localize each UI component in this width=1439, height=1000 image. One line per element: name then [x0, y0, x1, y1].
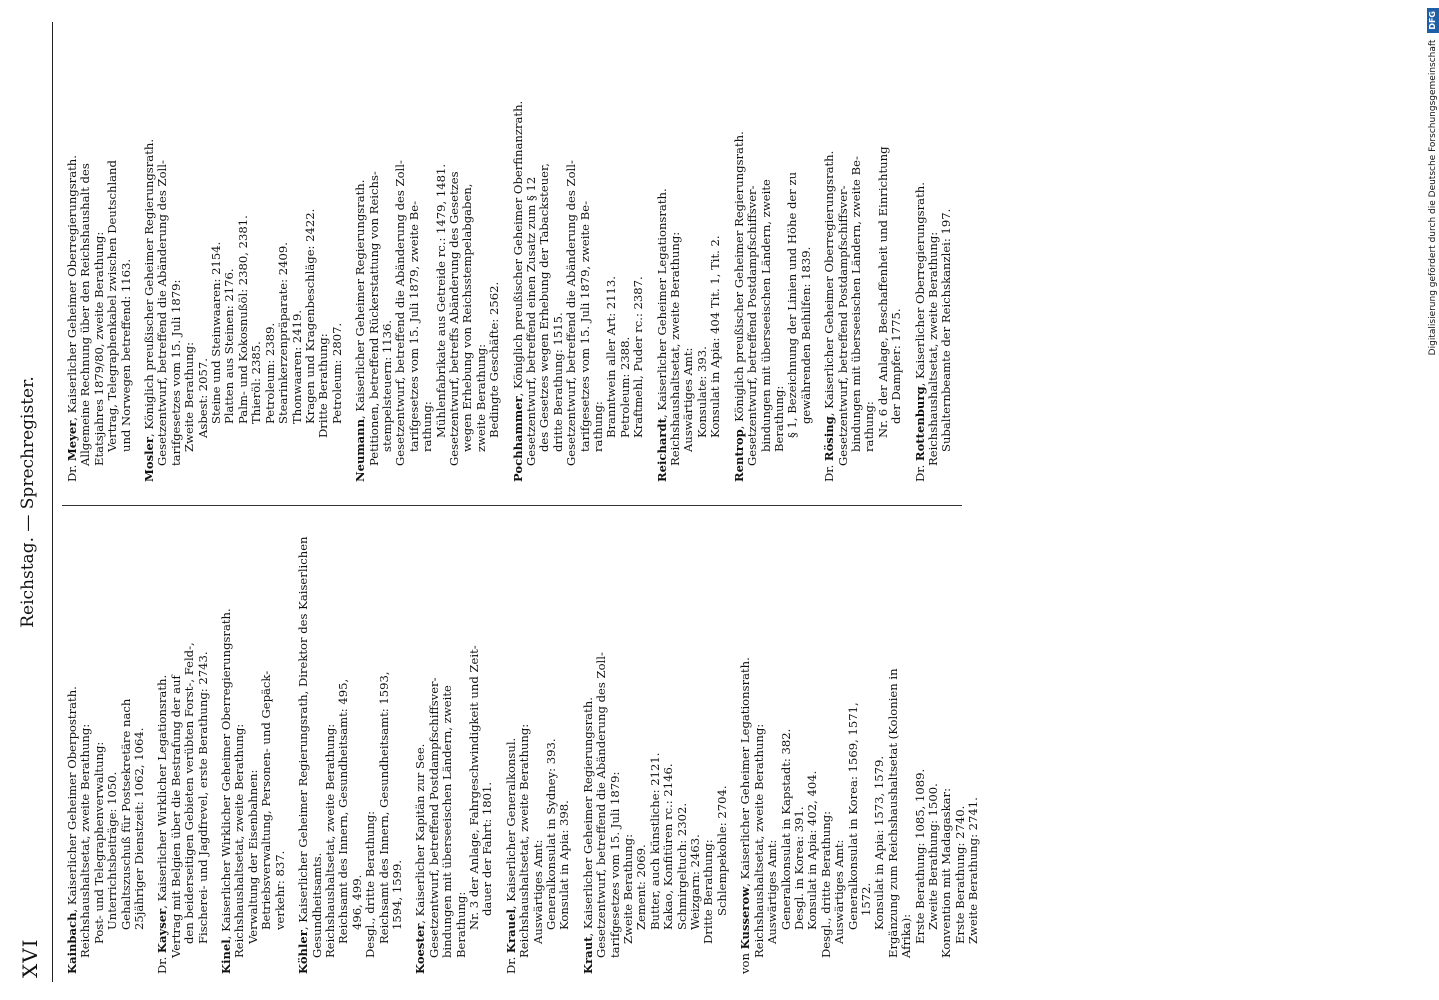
entry-line: Zweite Berathung: 1500.	[925, 783, 940, 930]
entry-line: 496, 499.	[349, 874, 364, 930]
entry-line: Konsulat in Apia: 402, 404.	[805, 770, 820, 930]
entry-heading	[66, 524, 79, 974]
speaker-role: , Königlich preußischer Geheimer Regierungsrath.	[731, 131, 746, 430]
column-separator	[62, 505, 962, 506]
register-entry	[733, 32, 813, 482]
entry-line: Bedingte Geschäfte: 2562.	[487, 281, 502, 438]
entry-line: Unterrichtsbeiträge: 1050.	[105, 771, 120, 930]
entry-line: Berathung:	[453, 891, 468, 958]
register-entry	[220, 524, 287, 974]
speaker-name: Rottenburg	[912, 386, 927, 462]
entry-line: der Dampfer: 1775.	[889, 308, 904, 424]
entry-title: Dr.	[155, 956, 170, 974]
speaker-role: , Kaiserlicher Oberregierungsrath.	[912, 182, 927, 387]
entry-line: Gesetzentwurf, betreffend einen Zusatz zum § 12	[524, 176, 538, 466]
entry-line: Erste Berathung: 1085, 1089.	[912, 768, 927, 944]
entry-title: von	[738, 953, 753, 974]
speaker-name: Mosler	[142, 437, 157, 482]
entry-line: Vertrag mit Belgien über die Bestrafung der auf	[168, 675, 183, 958]
entry-line: Reichshaushaltsetat, zweite Berathung:	[668, 231, 683, 466]
entry-line: Reichshaushaltsetat, zweite Berathung:	[232, 723, 247, 958]
entry-line: Gesetzentwurf, betreffs Abänderung des Gesetzes	[446, 171, 461, 466]
entry-line: Berathung:	[771, 385, 786, 452]
entry-heading	[739, 524, 752, 974]
entry-line: Konsulat in Apia: 398.	[557, 800, 572, 930]
entry-line: Schlempekohle: 2704.	[714, 785, 729, 916]
speaker-role: , Kaiserlicher Wirklicher Legationsrath.	[155, 674, 170, 909]
entry-line: Ergänzung zum Reichshaushaltsetat (Kolonien in	[885, 668, 900, 958]
entry-line: Gesetzentwurf, betreffend die Abänderung des Zoll-	[393, 160, 408, 466]
entry-line: Etatsjahres 1879/80, zweite Berathung:	[91, 231, 106, 466]
entry-line: verkehr: 837.	[272, 850, 287, 930]
register-entry	[512, 32, 646, 482]
entry-line: 1572.	[858, 882, 873, 916]
speaker-name: Pochhammer	[510, 396, 525, 482]
entry-line: Reichshaushaltsetat, zweite Berathung:	[517, 723, 532, 958]
entry-line: Desgl. in Korea: 391.	[791, 806, 806, 930]
entry-line: Petitionen, betreffend Rückerstattung von Reichs-	[366, 171, 381, 466]
entry-line: Desgl., dritte Berathung:	[363, 810, 378, 958]
entry-heading	[656, 32, 669, 482]
entry-line: Reichshaushaltsetat, zweite Berathung:	[925, 231, 940, 466]
entry-line: den beiderseitigen Gebieten verübten Forst-, Feld-,	[182, 642, 197, 944]
entry-line: Gesetzentwurf, betreffend die Abänderung des Zoll-	[594, 652, 609, 958]
register-entry	[156, 524, 210, 974]
entry-line: rathung:	[420, 401, 435, 452]
entry-line: Gesetzentwurf, betreffend Postdampfschiffsver-	[745, 185, 760, 466]
register-entry	[414, 524, 494, 974]
register-entry	[739, 524, 980, 974]
entry-line: Konsulate: 393.	[694, 346, 709, 438]
entry-line: Desgl., dritte Berathung:	[818, 810, 833, 958]
speaker-role: , Kaiserlicher Geheimer Oberregierungsrath.	[65, 155, 79, 421]
entry-line: Steine und Steinwaaren: 2154.	[209, 241, 224, 424]
speaker-name: Rösing	[822, 416, 837, 462]
entry-line: Petroleum: 2807.	[329, 322, 344, 424]
speaker-role: , Kaiserlicher Geheimer Legationsrath.	[654, 188, 669, 418]
dfg-logo: DFG	[1427, 8, 1439, 33]
entry-line: tarifgesetzes vom 15. Juli 1879:	[607, 771, 622, 958]
entry-line: Nr. 6 der Anlage, Beschaffenheit und Einrichtung	[875, 146, 890, 438]
entry-line: Gesetzentwurf, betreffend Postdampfschiffsver-	[426, 677, 441, 958]
entry-line: Zement: 2069.	[634, 844, 649, 930]
entry-line: Generalkonsulat in Korea: 1569, 1571,	[845, 702, 860, 930]
entry-heading	[156, 524, 169, 974]
entry-line: des Gesetzes wegen Erhebung der Tabacksteuer,	[537, 163, 552, 452]
right-column	[66, 32, 964, 482]
entry-line: § 1, Bezeichnung der Linien und Höhe der zu	[785, 171, 800, 438]
entry-line: Konvention mit Madagaskar:	[939, 787, 954, 958]
entry-title: Dr.	[822, 464, 837, 482]
entry-title: Dr.	[912, 464, 927, 482]
entry-line: Gehaltszuschuß für Postsekretäre nach	[118, 698, 133, 930]
entry-line: Dritte Berathung:	[701, 839, 716, 944]
entry-line: stempelsteuern: 1136.	[379, 319, 394, 452]
entry-line: Post- und Telegraphenverwaltung:	[91, 741, 106, 944]
entry-line: Asbest: 2057.	[195, 358, 210, 438]
entry-heading	[512, 32, 525, 482]
entry-line: Auswärtiges Amt:	[530, 839, 545, 944]
entry-line: tarifgesetzes vom 15. Juli 1879:	[168, 279, 183, 466]
entry-line: Kraftmehl, Puder rc.: 2387.	[631, 276, 646, 438]
entry-line: Betriebsverwaltung, Personen- und Gepäck-	[259, 670, 274, 930]
entry-line: gewährenden Beihilfen: 1839.	[798, 246, 813, 424]
entry-line: Platten aus Steinen: 2176.	[222, 268, 237, 424]
entry-line: Kakao, Konfitüren rc.: 2146.	[661, 763, 676, 930]
speaker-name: Köhler	[296, 930, 311, 974]
entry-line: Erste Berathung: 2740.	[952, 805, 967, 944]
entry-line: Weizgarn: 2463.	[688, 834, 703, 930]
entry-heading	[354, 32, 367, 482]
speaker-name: Neumann	[353, 418, 368, 482]
entry-line: Nr. 3 der Anlage, Fahrgeschwindigkeit und Zeit-	[466, 645, 481, 930]
entry-line: rathung:	[862, 401, 877, 452]
entry-heading	[220, 524, 233, 974]
page-header	[14, 22, 48, 982]
entry-line: Reichsamt des Innern, Gesundheitsamt: 1593,	[376, 671, 391, 944]
entry-line: Auswärtiges Amt:	[765, 839, 780, 944]
entry-line: Reichshaushaltsetat, zweite Berathung:	[78, 723, 93, 958]
entry-heading	[414, 524, 427, 974]
entry-line: Auswärtiges Amt:	[832, 839, 847, 944]
entry-line: Allgemeine Rechnung über den Reichshaushalt des	[78, 163, 93, 466]
speaker-name: Kusserow	[738, 886, 753, 950]
entry-line: 25jähriger Dienstzeit: 1062, 1064.	[132, 727, 147, 930]
entry-line: zweite Berathung:	[473, 343, 488, 452]
entry-heading	[143, 32, 156, 482]
entry-heading	[66, 32, 79, 482]
entry-line: Zweite Berathung:	[621, 834, 636, 944]
entry-line: und Norwegen betreffend: 1163.	[118, 258, 133, 452]
entry-line: tarifgesetzes vom 15. Juli 1879, zweite Be-	[577, 201, 592, 452]
entry-line: wegen Erhebung von Reichsstempelabgaben,	[460, 183, 475, 452]
entry-line: Gesetzentwurf, betreffend die Abänderung des Zoll-	[564, 160, 579, 466]
entry-line: Zweite Berathung:	[182, 342, 197, 452]
entry-line: Branntwein aller Art: 2113.	[604, 276, 619, 438]
entry-line: Palm- und Kokosnußöl: 2380, 2381.	[235, 215, 250, 424]
entry-heading	[914, 32, 927, 482]
entry-line: Thonwaaren: 2419.	[289, 309, 304, 424]
entry-line: rathung:	[591, 401, 606, 452]
entry-heading	[505, 524, 518, 974]
entry-title: Dr.	[503, 956, 518, 974]
entry-line: Thieröl: 2385.	[249, 341, 264, 424]
entry-line: tarifgesetzes vom 15. Juli 1879, zweite Be-	[406, 201, 421, 452]
entry-line: dritte Berathung: 1515.	[550, 312, 565, 452]
entry-line: Mühlenfabrikate aus Getreide rc.: 1479, 1481.	[433, 163, 448, 438]
speaker-name: Koester	[413, 923, 428, 974]
register-entry	[823, 32, 903, 482]
entry-line: Gesetzentwurf, betreffend Postdampfschiffsver-	[835, 185, 850, 466]
register-entry	[914, 32, 954, 482]
entry-heading	[733, 32, 746, 482]
entry-line: Dritte Berathung:	[316, 333, 331, 438]
entry-line: Reichshaushaltsetat, zweite Berathung:	[751, 723, 766, 958]
entry-line: Stearinkerzenpräparate: 2409.	[276, 242, 291, 424]
speaker-name: Krauel	[503, 909, 518, 954]
entry-line: Vertrag, Telegraphenkabel zwischen Deutschland	[105, 160, 120, 452]
entry-line: Konsulat in Apia: 1573, 1579.	[872, 755, 887, 930]
entry-heading	[823, 32, 836, 482]
entry-line: 1594, 1599.	[389, 859, 404, 930]
header-rule	[52, 22, 53, 982]
entry-line: Schmirgeltuch: 2302.	[674, 802, 689, 930]
entry-line: Gesetzentwurf, betreffend die Abänderung des Zoll-	[155, 160, 170, 466]
entry-line: dauer der Fahrt: 1801.	[480, 781, 495, 916]
entry-line: Petroleum: 2389.	[262, 322, 277, 424]
entry-line: bindungen mit überseeischen Ländern, zweite	[440, 685, 455, 958]
speaker-role: , Kaiserlicher Geheimer Legationsrath.	[738, 657, 753, 887]
speaker-role: , Kaiserlicher Geheimer Oberpostrath.	[65, 686, 79, 913]
entry-line: Generalkonsulat in Sydney: 393.	[544, 738, 558, 930]
entry-line: bindungen mit überseeischen Ländern, zweite	[758, 179, 773, 452]
speaker-role: , Kaiserlicher Geheimer Oberregierungsrath.	[822, 150, 837, 417]
entry-line: bindungen mit überseeischen Ländern, zweite Be-	[848, 156, 863, 452]
speaker-name: Kainbach	[65, 912, 79, 974]
register-entry	[656, 32, 723, 482]
speaker-role: , Kaiserlicher Generalkonsul.	[503, 737, 518, 910]
rotated-page	[6, 0, 1406, 990]
speaker-name: Rentrop	[731, 429, 746, 482]
register-entry	[297, 524, 404, 974]
speaker-role: , Kaiserlicher Wirklicher Geheimer Oberregierungsrath.	[219, 608, 234, 940]
register-entry	[66, 32, 133, 482]
speaker-role: , Kaiserlicher Geheimer Regierungsrath.	[353, 179, 368, 419]
entry-line: Reichsamt des Innern, Gesundheitsamt: 495,	[336, 678, 351, 944]
entry-line: Reichshaushaltsetat, zweite Berathung:	[322, 723, 337, 958]
speaker-name: Kinel	[219, 939, 234, 974]
register-entry	[354, 32, 501, 482]
entry-line: Konsulat in Apia: 404 Tit. 1, Tit. 2.	[708, 235, 723, 438]
entry-line: Butter, auch künstliche: 2121.	[647, 752, 662, 930]
digitization-sidebar	[1416, 8, 1438, 588]
speaker-role: , Kaiserlicher Geheimer Regierungsrath, Direktor des Kaiserlichen Gesundheitsamts.	[296, 536, 324, 958]
entry-heading	[297, 524, 324, 974]
register-entry	[143, 32, 344, 482]
entry-heading	[582, 524, 595, 974]
entry-line: Subalternbeamte der Reichskanzlei: 197.	[939, 208, 954, 452]
speaker-name: Kayser	[155, 908, 170, 954]
entry-title: Dr.	[65, 464, 79, 482]
speaker-role: , Königlich preußischer Geheimer Oberfinanzrath.	[510, 100, 525, 397]
entry-line: Verwaltung der Eisenbahnen:	[245, 769, 260, 944]
entry-line: Afrika):	[899, 913, 914, 958]
entry-line: Generalkonsulat in Kapstadt: 382.	[778, 728, 793, 930]
speaker-name: Meyer	[65, 420, 79, 462]
speaker-name: Reichardt	[654, 418, 669, 482]
digitization-note: Digitalisierung gefördert durch die Deutsche Forschungsgemeinschaft	[1428, 39, 1438, 356]
speaker-role: , Kaiserlicher Geheimer Regierungsrath.	[580, 697, 595, 937]
register-entry	[66, 524, 146, 974]
entry-line: Kragen und Kragenbeschläge: 2422.	[302, 208, 317, 424]
speaker-name: Kraut	[580, 936, 595, 974]
speaker-role: , Kaiserlicher Kapitän zur See.	[413, 743, 428, 924]
left-column	[66, 524, 991, 974]
entry-line: Auswärtiges Amt:	[681, 347, 696, 452]
register-entry	[505, 524, 572, 974]
entry-line: Zweite Berathung: 2741.	[966, 797, 981, 944]
entry-line: Petroleum: 2388.	[617, 336, 632, 438]
register-entry	[582, 524, 729, 974]
page-number: XVI	[18, 938, 42, 978]
entry-line: Fischerei- und Jagdfrevel, erste Berathung: 2743.	[195, 651, 210, 944]
speaker-role: , Königlich preußischer Geheimer Regierungsrath.	[142, 138, 157, 438]
running-title: Reichstag. — Sprechregister.	[18, 376, 38, 628]
